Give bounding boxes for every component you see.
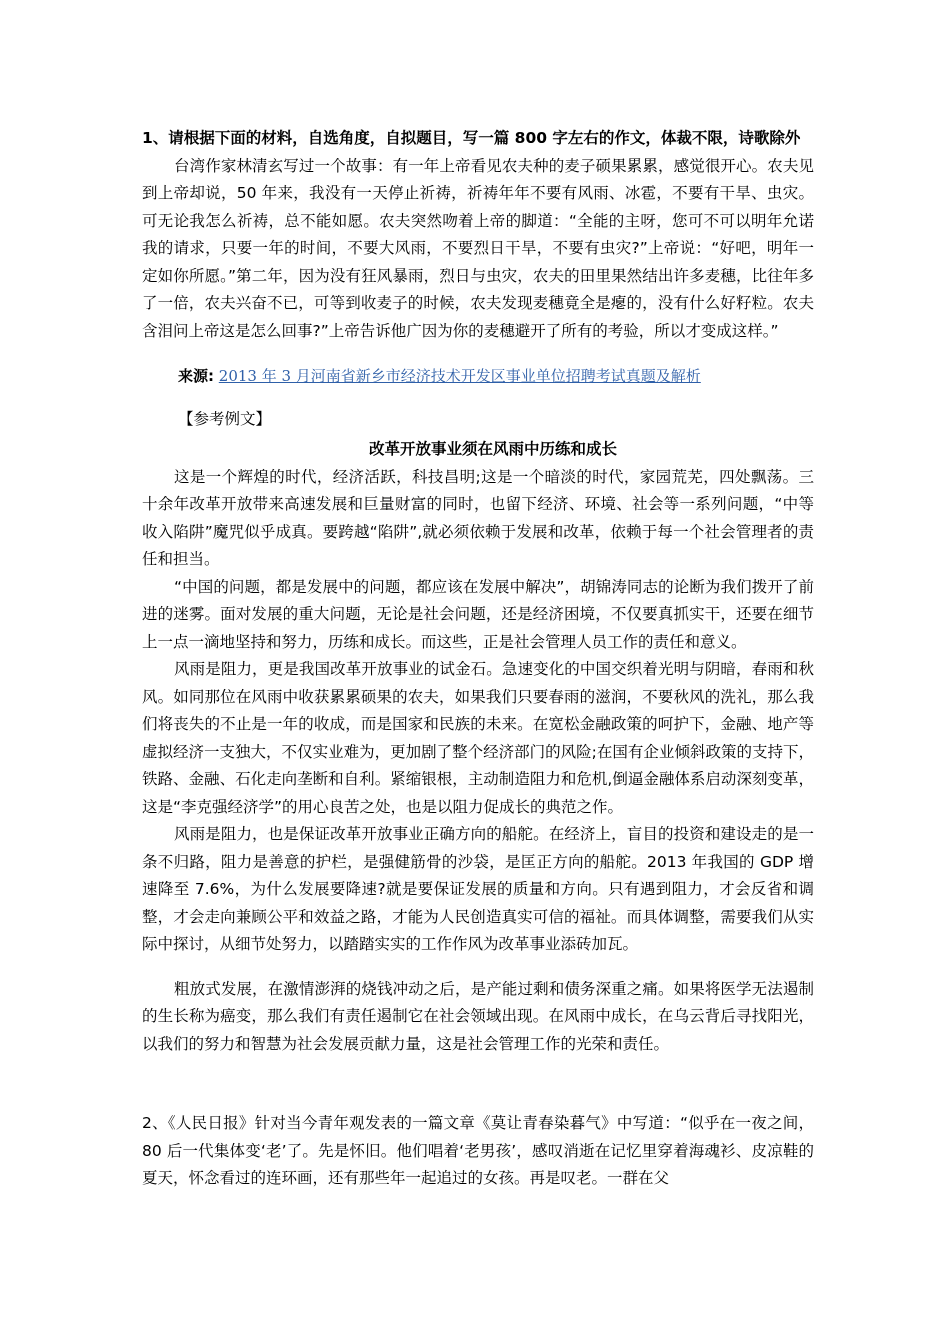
essay-title: 改革开放事业须在风雨中历练和成长 <box>368 440 617 458</box>
document-body <box>142 125 814 1193</box>
essay-paragraph: 粗放式发展，在激情澎湃的烧钱冲动之后，是产能过剩和债务深重之痛。如果将医学无法遏制的生长称为癌变，那么我们有责任遏制它在社会领域出现。在风雨中成长，在乌云背后寻找阳光，以我们的努力和智慧为社会发展贡献力量，这是社会管理工作的光荣和责任。 <box>142 979 814 1053</box>
source-line <box>142 363 814 391</box>
question-1-material: 台湾作家林清玄写过一个故事：有一年上帝看见农夫种的麦子硕果累累，感觉很开心。农夫见到上帝却说，50 年来，我没有一天停止祈祷，祈祷年年不要有风雨、冰雹，不要有干旱、虫灾。可无论我怎么祈祷，总不能如愿。农夫突然吻着上帝的脚道：“全能的主呀，您可不可以明年允诺我的请求，只要一年的时间，不要大风雨，不要烈日干旱，不要有虫灾?”上帝说：“好吧，明年一定如你所愿。”第二年，因为没有狂风暴雨，烈日与虫灾，农夫的田里果然结出许多麦穗，比往年多了一倍，农夫兴奋不已，可等到收麦子的时候，农夫发现麦穗竟全是瘪的，没有什么好籽粒。农夫含泪问上帝这是怎么回事?”上帝告诉他广因为你的麦穗避开了所有的考验，所以才变成这样。” <box>142 156 814 340</box>
section-gap <box>142 1058 814 1110</box>
essay-paragraph: 这是一个辉煌的时代，经济活跃，科技昌明;这是一个暗淡的时代，家园荒芜，四处飘荡。三十余年改革开放带来高速发展和巨量财富的同时，也留下经济、环境、社会等一系列问题，“中等收入陷阱”魔咒似乎成真。要跨越“陷阱”,就必须依赖于发展和改革，依赖于每一个社会管理者的责任和担当。 <box>142 467 814 568</box>
question-2-text: 2、《人民日报》针对当今青年观发表的一篇文章《莫让青春染暮气》中写道：“似乎在一夜之间，80 后一代集体变‘老’了。先是怀旧。他们唱着‘老男孩’，感叹消逝在记忆里穿着海魂衫、皮凉鞋的夏天，怀念看过的连环画，还有那些年一起追过的女孩。再是叹老。一群在父 <box>142 1114 814 1187</box>
essay-paragraph: “中国的问题，都是发展中的问题，都应该在发展中解决”，胡锦涛同志的论断为我们拨开了前进的迷雾。面对发展的重大问题，无论是社会问题，还是经济困境，不仅要真抓实干，还要在细节上一点一滴地坚持和努力，历练和成长。而这些，正是社会管理人员工作的责任和意义。 <box>142 577 814 651</box>
reference-label: 【参考例文】 <box>178 409 272 428</box>
source-link[interactable]: 2013 年 3 月河南省新乡市经济技术开发区事业单位招聘考试真题及解析 <box>218 367 701 385</box>
question-1-title: 1、请根据下面的材料，自选角度，自拟题目，写一篇 800 字左右的作文，体裁不限，诗歌除外 <box>142 129 801 147</box>
paragraph-gap <box>142 959 814 976</box>
source-label: 来源: <box>178 367 214 385</box>
essay-paragraph: 风雨是阻力，更是我国改革开放事业的试金石。急速变化的中国交织着光明与阴暗，春雨和秋风。如同那位在风雨中收获累累硕果的农夫，如果我们只要春雨的滋润，不要秋风的洗礼，那么我们将丧失的不止是一年的收成，而是国家和民族的未来。在宽松金融政策的呵护下，金融、地产等虚拟经济一支独大，不仅实业难为，更加剧了整个经济部门的风险;在国有企业倾斜政策的支持下，铁路、金融、石化走向垄断和自利。紧缩银根，主动制造阻力和危机,倒逼金融体系启动深刻变革，这是“李克强经济学”的用心良苦之处，也是以阻力促成长的典范之作。 <box>142 660 814 816</box>
essay-paragraph: 风雨是阻力，也是保证改革开放事业正确方向的船舵。在经济上，盲目的投资和建设走的是一条不归路，阻力是善意的护栏，是强健筋骨的沙袋，是匡正方向的船舵。2013 年我国的 GDP 增速降至 7.6%，为什么发展要降速?就是要保证发展的质量和方向。只有遇到阻力，才会反省和调整，才会走向兼顾公平和效益之路，才能为人民创造真实可信的福祉。而具体调整，需要我们从实际中探讨，从细节处努力，以踏踏实实的工作作风为改革事业添砖加瓦。 <box>142 825 814 953</box>
